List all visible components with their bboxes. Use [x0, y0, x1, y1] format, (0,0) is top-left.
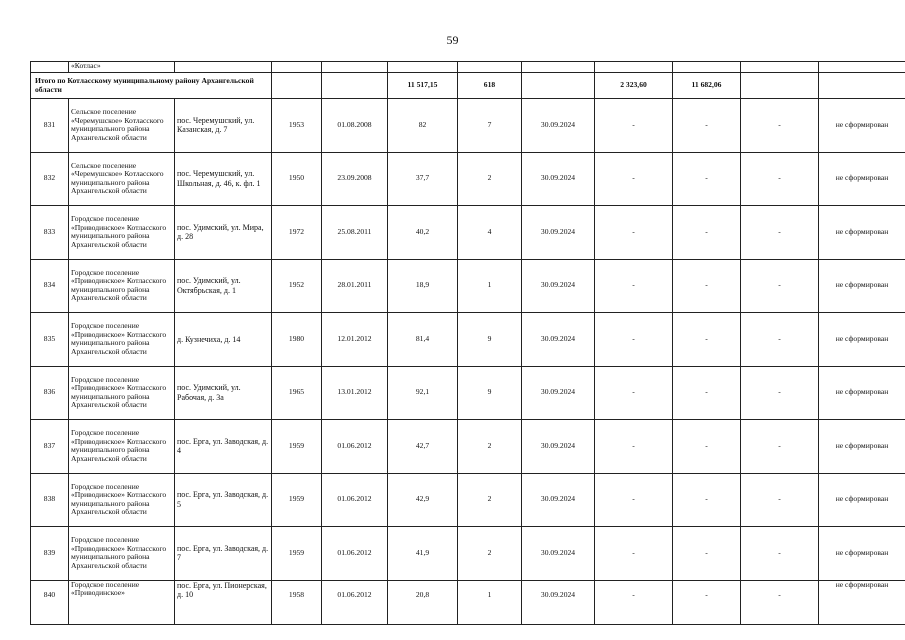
recognition-date: 25.08.2011 — [322, 206, 388, 260]
status: не сформирован — [819, 259, 905, 313]
value-dash: - — [673, 99, 741, 153]
residents-count: 2 — [458, 152, 522, 206]
value-dash: - — [595, 206, 673, 260]
address: д. Кузнечиха, д. 14 — [175, 313, 272, 367]
recognition-date: 01.06.2012 — [322, 420, 388, 474]
total-area: 11 517,15 — [388, 73, 458, 99]
address: пос. Ерга, ул. Заводская, д. 5 — [175, 473, 272, 527]
address: пос. Ерга, ул. Пионерская, д. 10 — [175, 580, 272, 624]
settlement-name: Городское поселение «Приводинское» Котласского муниципального района Архангельской области — [69, 259, 175, 313]
value-dash: - — [741, 259, 819, 313]
value-dash: - — [595, 313, 673, 367]
address: пос. Ерга, ул. Заводская, д. 7 — [175, 527, 272, 581]
row-number: 835 — [31, 313, 69, 367]
row-number: 837 — [31, 420, 69, 474]
table-row — [31, 473, 905, 527]
build-year: 1965 — [272, 366, 322, 420]
value-dash: - — [741, 366, 819, 420]
area: 42,7 — [388, 420, 458, 474]
total-row — [31, 73, 905, 99]
recognition-date: 01.08.2008 — [322, 99, 388, 153]
table-row — [31, 420, 905, 474]
recognition-date: 13.01.2012 — [322, 366, 388, 420]
resettlement-deadline: 30.09.2024 — [522, 420, 595, 474]
area: 92,1 — [388, 366, 458, 420]
row-number: 834 — [31, 259, 69, 313]
recognition-date: 12.01.2012 — [322, 313, 388, 367]
settlement-name: Городское поселение «Приводинское» Котласского муниципального района Архангельской области — [69, 313, 175, 367]
address: пос. Черемушский, ул. Казанская, д. 7 — [175, 99, 272, 153]
value-dash: - — [741, 313, 819, 367]
area: 41,9 — [388, 527, 458, 581]
build-year: 1958 — [272, 580, 322, 624]
build-year: 1980 — [272, 313, 322, 367]
resettlement-deadline: 30.09.2024 — [522, 473, 595, 527]
table-row — [31, 206, 905, 260]
address: пос. Черемушский, ул. Школьная, д. 46, к. фл. 1 — [175, 152, 272, 206]
resettlement-deadline: 30.09.2024 — [522, 313, 595, 367]
table-row — [31, 99, 905, 153]
row-number: 840 — [31, 580, 69, 624]
address: пос. Удимский, ул. Рабочая, д. 3а — [175, 366, 272, 420]
resettlement-deadline: 30.09.2024 — [522, 366, 595, 420]
residents-count: 1 — [458, 580, 522, 624]
settlement-name: Сельское поселение «Черемушское» Котласского муниципального района Архангельской области — [69, 99, 175, 153]
total-value2: 11 682,06 — [673, 73, 741, 99]
value-dash: - — [595, 580, 673, 624]
residents-count: 1 — [458, 259, 522, 313]
value-dash: - — [595, 473, 673, 527]
value-dash: - — [673, 527, 741, 581]
value-dash: - — [673, 580, 741, 624]
recognition-date: 01.06.2012 — [322, 527, 388, 581]
recognition-date: 01.06.2012 — [322, 473, 388, 527]
value-dash: - — [673, 259, 741, 313]
resettlement-deadline: 30.09.2024 — [522, 99, 595, 153]
value-dash: - — [741, 420, 819, 474]
table-row — [31, 580, 905, 624]
table-row — [31, 313, 905, 367]
value-dash: - — [673, 206, 741, 260]
resettlement-deadline: 30.09.2024 — [522, 206, 595, 260]
row-number: 836 — [31, 366, 69, 420]
total-value1: 2 323,60 — [595, 73, 673, 99]
table-row — [31, 366, 905, 420]
status: не сформирован — [819, 420, 905, 474]
table-row — [31, 259, 905, 313]
status: не сформирован — [819, 152, 905, 206]
status: не сформирован — [819, 206, 905, 260]
recognition-date: 28.01.2011 — [322, 259, 388, 313]
resettlement-deadline: 30.09.2024 — [522, 527, 595, 581]
value-dash: - — [673, 313, 741, 367]
total-label: Итого по Котласскому муниципальному району Архангельской области — [31, 73, 272, 99]
build-year: 1959 — [272, 473, 322, 527]
settlement-name: Городское поселение «Приводинское» Котласского муниципального района Архангельской области — [69, 527, 175, 581]
table-row — [31, 527, 905, 581]
residents-count: 9 — [458, 313, 522, 367]
build-year: 1972 — [272, 206, 322, 260]
value-dash: - — [741, 527, 819, 581]
table-row — [31, 152, 905, 206]
residents-count: 2 — [458, 473, 522, 527]
value-dash: - — [595, 99, 673, 153]
status: не сформирован — [819, 473, 905, 527]
status: не сформирован — [819, 527, 905, 581]
area: 37,7 — [388, 152, 458, 206]
status: не сформирован — [819, 580, 905, 624]
settlement-name: Городское поселение «Приводинское» — [69, 580, 175, 624]
area: 42,9 — [388, 473, 458, 527]
recognition-date: 01.06.2012 — [322, 580, 388, 624]
settlement-name: Городское поселение «Приводинское» Котласского муниципального района Архангельской области — [69, 473, 175, 527]
value-dash: - — [673, 420, 741, 474]
total-residents: 618 — [458, 73, 522, 99]
page-number: 59 — [446, 33, 459, 47]
recognition-date: 23.09.2008 — [322, 152, 388, 206]
residents-count: 4 — [458, 206, 522, 260]
row-number: 831 — [31, 99, 69, 153]
row-number: 838 — [31, 473, 69, 527]
resettlement-deadline: 30.09.2024 — [522, 152, 595, 206]
residents-count: 7 — [458, 99, 522, 153]
status: не сформирован — [819, 99, 905, 153]
value-dash: - — [673, 473, 741, 527]
row-number: 833 — [31, 206, 69, 260]
value-dash: - — [595, 527, 673, 581]
status: не сформирован — [819, 366, 905, 420]
residents-count: 2 — [458, 527, 522, 581]
build-year: 1959 — [272, 527, 322, 581]
area: 40,2 — [388, 206, 458, 260]
value-dash: - — [595, 152, 673, 206]
housing-registry-table — [30, 61, 905, 625]
row-number: 839 — [31, 527, 69, 581]
residents-count: 9 — [458, 366, 522, 420]
status: не сформирован — [819, 313, 905, 367]
settlement-name: Городское поселение «Приводинское» Котласского муниципального района Архангельской области — [69, 420, 175, 474]
settlement-name: Сельское поселение «Черемушское» Котласского муниципального района Архангельской области — [69, 152, 175, 206]
area: 20,8 — [388, 580, 458, 624]
resettlement-deadline: 30.09.2024 — [522, 259, 595, 313]
value-dash: - — [595, 366, 673, 420]
address: пос. Удимский, ул. Мира, д. 28 — [175, 206, 272, 260]
area: 82 — [388, 99, 458, 153]
area: 18,9 — [388, 259, 458, 313]
build-year: 1953 — [272, 99, 322, 153]
settlement-name: Городское поселение «Приводинское» Котласского муниципального района Архангельской области — [69, 206, 175, 260]
address: пос. Ерга, ул. Заводская, д. 4 — [175, 420, 272, 474]
settlement-name: «Котлас» — [69, 62, 175, 73]
address: пос. Удимский, ул. Октябрьская, д. 1 — [175, 259, 272, 313]
value-dash: - — [673, 366, 741, 420]
row-number: 832 — [31, 152, 69, 206]
value-dash: - — [673, 152, 741, 206]
resettlement-deadline: 30.09.2024 — [522, 580, 595, 624]
residents-count: 2 — [458, 420, 522, 474]
value-dash: - — [595, 420, 673, 474]
build-year: 1950 — [272, 152, 322, 206]
value-dash: - — [741, 473, 819, 527]
settlement-name: Городское поселение «Приводинское» Котласского муниципального района Архангельской области — [69, 366, 175, 420]
value-dash: - — [741, 206, 819, 260]
continuation-row — [31, 62, 905, 73]
build-year: 1959 — [272, 420, 322, 474]
build-year: 1952 — [272, 259, 322, 313]
value-dash: - — [741, 580, 819, 624]
value-dash: - — [595, 259, 673, 313]
value-dash: - — [741, 152, 819, 206]
value-dash: - — [741, 99, 819, 153]
area: 81,4 — [388, 313, 458, 367]
